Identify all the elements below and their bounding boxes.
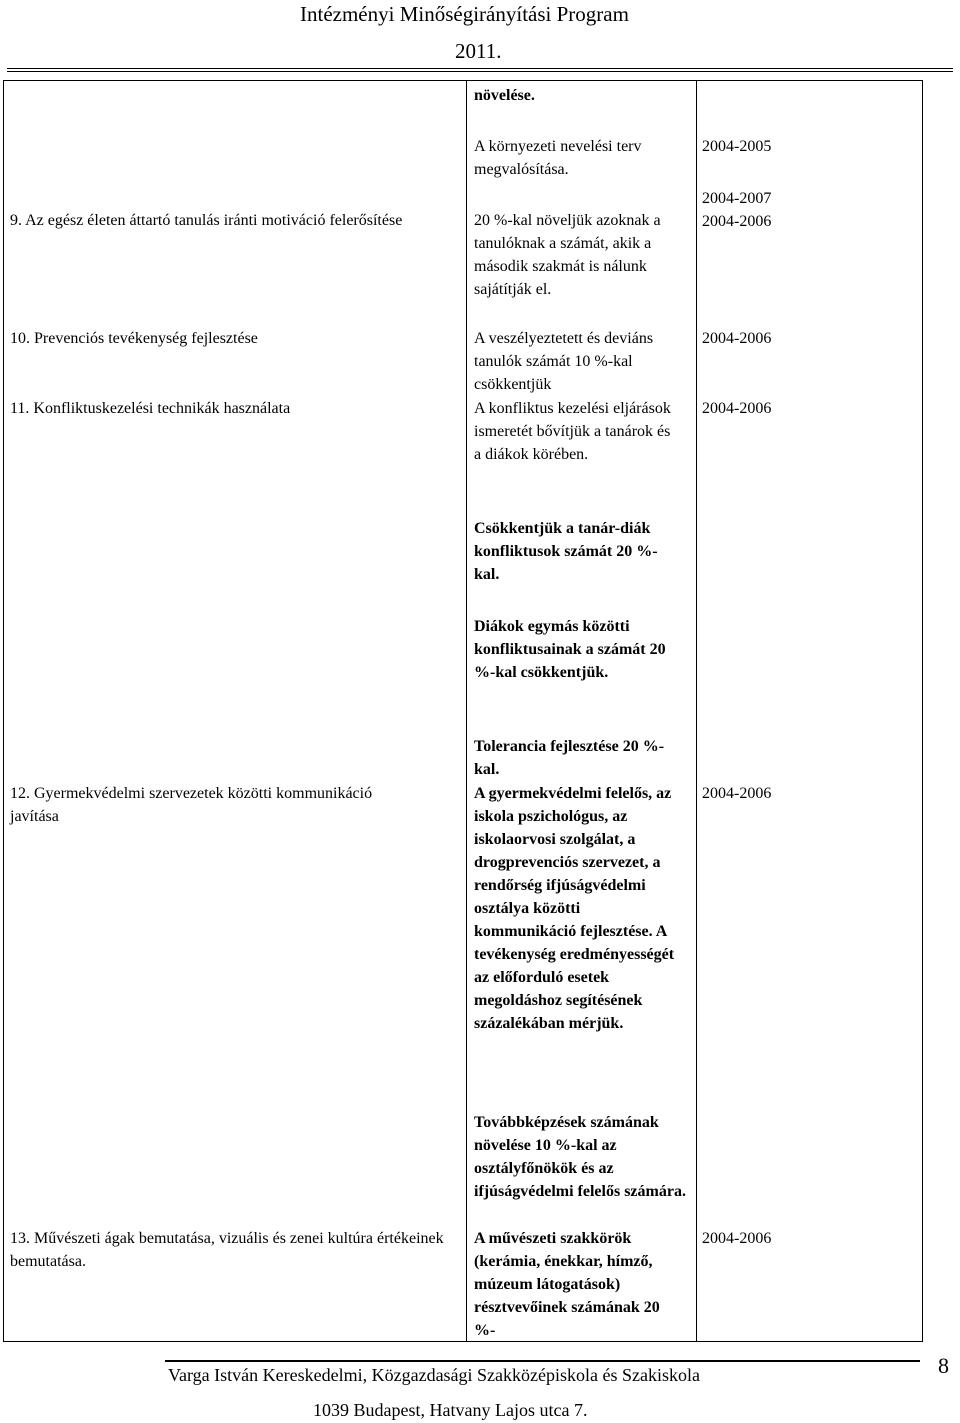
goal-text: Tolerancia fejlesztése 20 %-kal. bbox=[474, 738, 665, 778]
goal-text: Továbbképzések számának növelése 10 %-kal az osztályfőnökök és az ifjúságvédelmi felelős számára. bbox=[474, 1114, 686, 1200]
footer-school-name: Varga István Kereskedelmi, Közgazdasági Szakközépiskola és Szakiskola bbox=[168, 1365, 700, 1385]
table-border-left bbox=[3, 80, 4, 1342]
page-number: 8 bbox=[938, 1353, 949, 1378]
goal-text: A veszélyeztetett és deviáns tanulók számát 10 %-kal csökkentjük bbox=[474, 330, 654, 393]
objective-title: 9. Az egész életen áttartó tanulás iránti motiváció felerősítése bbox=[10, 212, 403, 229]
objective-title: 12. Gyermekvédelmi szervezetek közötti kommunikáció javítása bbox=[10, 785, 373, 825]
table-border-right bbox=[922, 80, 923, 1342]
date-range: 2004-2006 bbox=[702, 330, 772, 347]
objective-title: 11. Konfliktuskezelési technikák használata bbox=[10, 400, 291, 417]
header-rule-2 bbox=[7, 71, 953, 72]
goal-text: A gyermekvédelmi felelős, az iskola pszichológus, az iskolaorvosi szolgálat, a drogprevenciós szervezet, a rendőrség ifjúságvédelmi osztálya közötti kommunikáció fejlesztése. A tevékenység eredményességét az előforduló esetek megoldáshoz segítésének százalékában mérjük. bbox=[474, 785, 675, 1032]
goal-text: 20 %-kal növeljük azoknak a tanulóknak a számát, akik a második szakmát is nálunk sajátítják el. bbox=[474, 212, 661, 298]
goal-text: növelése. bbox=[474, 87, 535, 104]
objective-title: 10. Prevenciós tevékenység fejlesztése bbox=[10, 330, 258, 347]
footer-address: 1039 Budapest, Hatvany Lajos utca 7. bbox=[313, 1400, 588, 1420]
goal-text: A környezeti nevelési terv megvalósítása. bbox=[474, 138, 642, 178]
date-range: 2004-2006 bbox=[702, 785, 772, 802]
date-range: 2004-2007 bbox=[702, 190, 772, 207]
objective-title: 13. Művészeti ágak bemutatása, vizuális és zenei kultúra értékeinek bemutatása. bbox=[10, 1230, 444, 1270]
goal-text: A művészeti szakkörök (kerámia, énekkar, hímző, múzeum látogatások) résztvevőinek számának 20 %- bbox=[474, 1230, 660, 1339]
date-range: 2004-2006 bbox=[702, 213, 772, 230]
goal-text: Csökkentjük a tanár-diák konfliktusok számát 20 %-kal. bbox=[474, 520, 658, 583]
table-divider-1 bbox=[466, 80, 467, 1342]
goal-text: Diákok egymás közötti konfliktusainak a számát 20 %-kal csökkentjük. bbox=[474, 618, 666, 681]
footer-rule bbox=[165, 1360, 920, 1362]
document-header-title: Intézményi Minőségirányítási Program bbox=[300, 2, 629, 26]
table-border-bottom bbox=[3, 1341, 923, 1342]
table-border-top bbox=[3, 80, 923, 81]
date-range: 2004-2006 bbox=[702, 400, 772, 417]
goal-text: A konfliktus kezelési eljárások ismeretét bővítjük a tanárok és a diákok körében. bbox=[474, 400, 671, 463]
table-divider-2 bbox=[696, 80, 697, 1342]
date-range: 2004-2005 bbox=[702, 138, 772, 155]
date-range: 2004-2006 bbox=[702, 1230, 772, 1247]
document-header-year: 2011. bbox=[455, 39, 502, 63]
header-rule bbox=[7, 68, 953, 69]
